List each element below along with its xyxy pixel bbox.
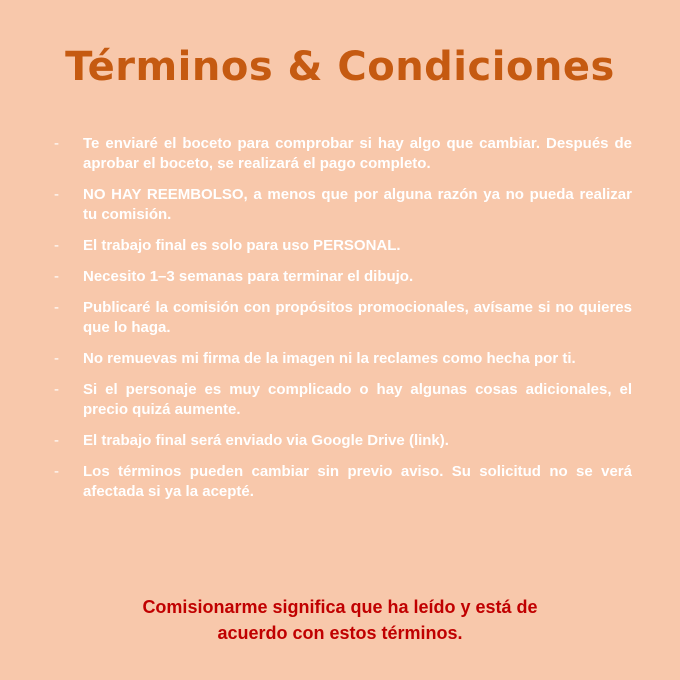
- bullet-dash: -: [54, 463, 59, 480]
- agreement-notice-line-2: acuerdo con estos términos.: [217, 623, 463, 643]
- term-text: Si el personaje es muy complicado o hay algunas cosas adicionales, el precio quizá aumente.: [83, 381, 632, 418]
- term-item-8: [54, 431, 632, 451]
- term-text: El trabajo final es solo para uso PERSONAL.: [83, 237, 401, 254]
- term-item-1: [54, 134, 632, 174]
- bullet-dash: -: [54, 350, 59, 367]
- page-title: Términos & Condiciones: [65, 44, 615, 90]
- term-text: No remuevas mi firma de la imagen ni la reclames como hecha por ti.: [83, 350, 576, 367]
- agreement-notice-line-1: Comisionarme significa que ha leído y está de: [142, 597, 538, 617]
- term-item-7: [54, 380, 632, 420]
- term-item-2: [54, 185, 632, 225]
- bullet-dash: -: [54, 268, 59, 285]
- agreement-notice: [0, 594, 680, 646]
- term-item-6: [54, 349, 632, 369]
- term-text: Te enviaré el boceto para comprobar si hay algo que cambiar. Después de aprobar el boceto, se realizará el pago completo.: [83, 135, 632, 172]
- term-text: Los términos pueden cambiar sin previo aviso. Su solicitud no se verá afectada si ya la acepté.: [83, 463, 632, 500]
- terms-list: [54, 134, 632, 513]
- bullet-dash: -: [54, 299, 59, 316]
- bullet-dash: -: [54, 237, 59, 254]
- term-item-4: [54, 267, 632, 287]
- term-text: NO HAY REEMBOLSO, a menos que por alguna razón ya no pueda realizar tu comisión.: [83, 186, 632, 223]
- term-item-9: [54, 462, 632, 502]
- term-item-5: [54, 298, 632, 338]
- bullet-dash: -: [54, 186, 59, 203]
- bullet-dash: -: [54, 381, 59, 398]
- term-text: Necesito 1–3 semanas para terminar el dibujo.: [83, 268, 414, 285]
- bullet-dash: -: [54, 135, 59, 152]
- bullet-dash: -: [54, 432, 59, 449]
- term-text: El trabajo final será enviado via Google Drive (link).: [83, 432, 449, 449]
- term-item-3: [54, 236, 632, 256]
- term-text: Publicaré la comisión con propósitos promocionales, avísame si no quieres que lo haga.: [83, 299, 632, 336]
